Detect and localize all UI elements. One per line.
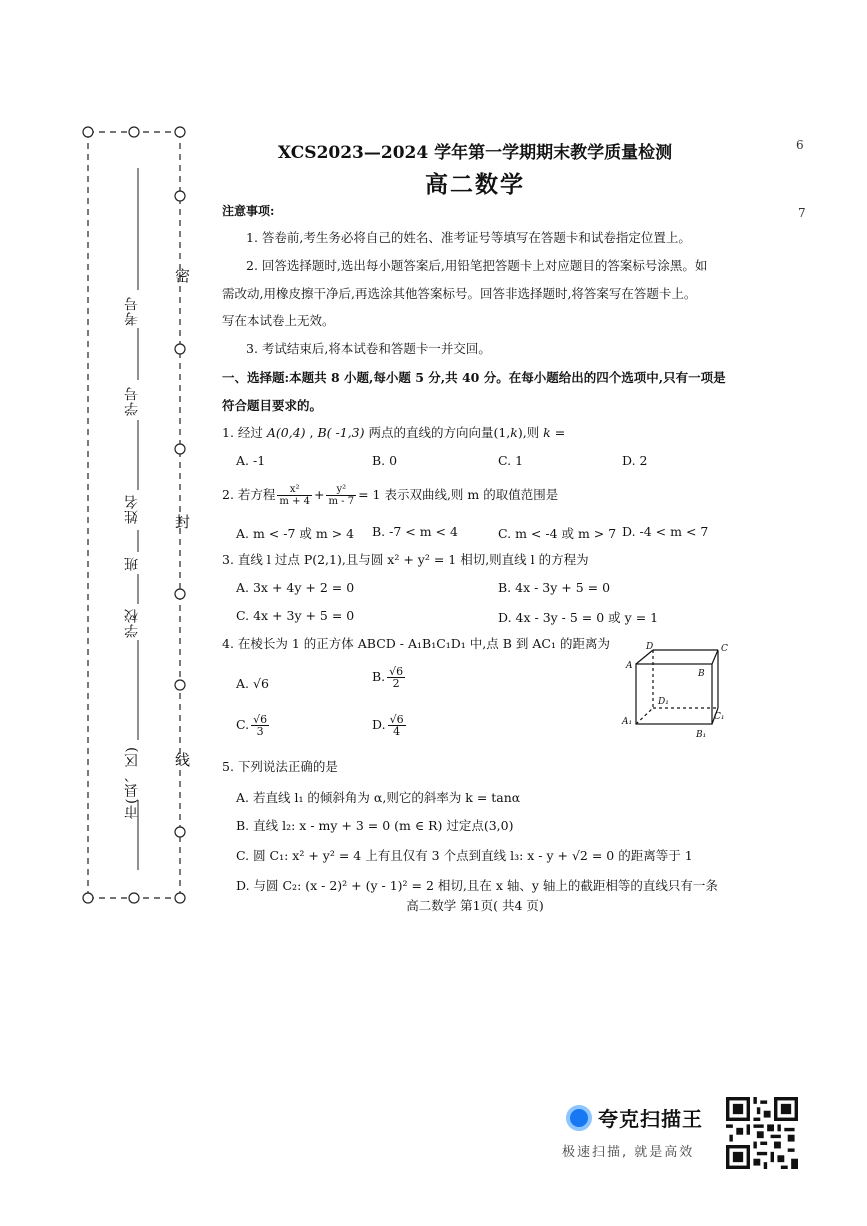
note-item-2-line-1: 2. 回答选择题时,选出每小题答案后,用铅笔把答题卡上对应题目的答案标号涂黑。如 [246, 258, 708, 273]
q4-option-d-label: D. [372, 717, 386, 732]
cube-label-b: B [698, 669, 705, 679]
q1-stem-part: 1. 经过 [222, 425, 267, 440]
cube-label-c1: C₁ [714, 712, 725, 722]
q1-stem-part: , [305, 425, 318, 440]
exam-title: XCS2023—2024 学年第一学期期末教学质量检测 [277, 143, 673, 163]
q2-plus: + [314, 487, 325, 502]
question-5-stem: 5. 下列说法正确的是 [222, 759, 338, 774]
q5-option-a: A. 若直线 l₁ 的倾斜角为 α,则它的斜率为 k = tanα [236, 790, 521, 805]
q4-option-b-num: √6 [389, 665, 404, 678]
cube-label-d: D [646, 642, 654, 652]
binding-frame [0, 0, 200, 920]
q5-option-b: B. 直线 l₂: x - my + 3 = 0 (m ∈ R) 过定点(3,0) [236, 818, 514, 833]
seal-mark-mi: 密 [173, 268, 191, 283]
q2-fraction-1-num: x² [277, 484, 312, 496]
seal-mark-xian: 线 [173, 752, 191, 767]
cube-label-d1: D₁ [658, 697, 669, 707]
scanner-app-name: 夸克扫描王 [598, 1107, 703, 1131]
q2-fraction-1-den: m + 4 [279, 496, 310, 507]
note-item-3: 3. 考试结束后,将本试卷和答题卡一并交回。 [246, 341, 491, 356]
q1-option-b: B. 0 [372, 453, 398, 468]
q1-var-k: k [510, 425, 518, 440]
q2-fraction-1 [277, 484, 312, 507]
q3-option-d: D. 4x - 3y - 5 = 0 或 y = 1 [498, 610, 659, 625]
q4-option-d-den: 4 [393, 725, 401, 738]
section-1-heading-line-1: 一、选择题:本题共 8 小题,每小题 5 分,共 40 分。在每小题给出的四个选项中,只有一项是 [222, 370, 726, 385]
page-number-second: 7 [798, 206, 806, 220]
q4-option-b-den: 2 [392, 677, 400, 690]
q1-stem-part: 两点的直线的方向向量(1, [364, 425, 511, 440]
question-3-stem: 3. 直线 l 过点 P(2,1),且与圆 x² + y² = 1 相切,则直线 l 的方程为 [222, 552, 589, 567]
q3-option-c: C. 4x + 3y + 5 = 0 [236, 608, 355, 623]
question-2-stem [222, 482, 558, 508]
notes-heading: 注意事项: [222, 204, 275, 218]
q4-option-d-fraction [388, 714, 406, 737]
q2-stem-end: = 1 表示双曲线,则 m 的取值范围是 [358, 487, 559, 502]
q2-fraction-2-den: m - 7 [328, 496, 355, 507]
note-item-1: 1. 答卷前,考生务必将自己的姓名、准考证号等填写在答题卡和试卷指定位置上。 [246, 230, 691, 245]
label-school: 学校 [124, 608, 140, 638]
q1-stem-part: = [550, 425, 566, 440]
cube-label-c: C [721, 644, 728, 654]
label-student-number: 学号 [124, 386, 140, 416]
page-footer: 高二数学 第1页( 共4 页) [406, 898, 544, 913]
note-item-2-line-3: 写在本试卷上无效。 [222, 313, 335, 328]
q4-option-d-num: √6 [389, 713, 404, 726]
note-item-2-line-2: 需改动,用橡皮擦干净后,再选涂其他答案标号。回答非选择题时,将答案写在答题卡上。 [222, 286, 697, 301]
q2-option-b: B. -7 < m < 4 [372, 524, 458, 539]
page-number-top: 6 [796, 138, 804, 152]
q4-option-b-fraction [387, 666, 405, 689]
question-1-stem [222, 425, 565, 441]
label-name: 姓名 [124, 494, 140, 524]
q2-option-d: D. -4 < m < 7 [622, 524, 709, 539]
q2-option-c: C. m < -4 或 m > 7 [498, 526, 617, 541]
q1-var-k: k [543, 425, 551, 440]
q1-point-a: A(0,4) [266, 425, 306, 440]
q5-option-c: C. 圆 C₁: x² + y² = 4 上有且仅有 3 个点到直线 l₃: x - y + √2 = 0 的距离等于 1 [236, 848, 693, 863]
q4-option-b [372, 666, 407, 689]
seal-mark-feng: 封 [173, 514, 191, 529]
q2-fraction-2-num: y² [326, 484, 356, 496]
q1-option-a: A. -1 [236, 453, 266, 468]
label-class: 班 [124, 556, 140, 571]
q4-option-c-den: 3 [256, 725, 264, 738]
cube-label-b1: B₁ [696, 730, 707, 740]
q1-option-d: D. 2 [622, 453, 648, 468]
q4-option-c [236, 714, 271, 737]
q5-option-d: D. 与圆 C₂: (x - 2)² + (y - 1)² = 2 相切,且在 x 轴、y 轴上的截距相等的直线只有一条 [236, 878, 718, 893]
q1-stem-part: ),则 [517, 425, 544, 440]
q4-option-a: A. √6 [236, 676, 269, 691]
label-city-county: 市(县、区) [124, 746, 140, 819]
scanner-slogan: 极速扫描, 就是高效 [562, 1145, 695, 1160]
cube-label-a1: A₁ [622, 717, 633, 727]
q4-option-b-label: B. [372, 669, 386, 684]
cube-figure [618, 640, 738, 745]
cube-label-a: A [626, 661, 633, 671]
q2-option-a: A. m < -7 或 m > 4 [236, 526, 355, 541]
q4-option-c-fraction [251, 714, 269, 737]
q1-option-c: C. 1 [498, 453, 524, 468]
binding-margin [0, 0, 200, 920]
qr-code-icon [726, 1097, 798, 1169]
q3-option-b: B. 4x - 3y + 5 = 0 [498, 580, 611, 595]
subject-title: 高二数学 [425, 171, 525, 198]
scanner-watermark [560, 1095, 810, 1170]
question-4-stem: 4. 在棱长为 1 的正方体 ABCD - A₁B₁C₁D₁ 中,点 B 到 AC₁ 的距离为 [222, 636, 610, 651]
q1-point-b: B( -1,3) [317, 425, 365, 440]
q2-fraction-2 [326, 484, 356, 507]
q3-option-a: A. 3x + 4y + 2 = 0 [236, 580, 355, 595]
q4-option-d [372, 714, 408, 737]
label-exam-number: 考号 [124, 296, 140, 326]
scanner-logo-icon [566, 1105, 592, 1131]
section-1-heading-line-2: 符合题目要求的。 [222, 398, 323, 413]
q4-option-c-label: C. [236, 717, 250, 732]
q4-option-c-num: √6 [253, 713, 268, 726]
q2-stem-start: 2. 若方程 [222, 487, 276, 502]
